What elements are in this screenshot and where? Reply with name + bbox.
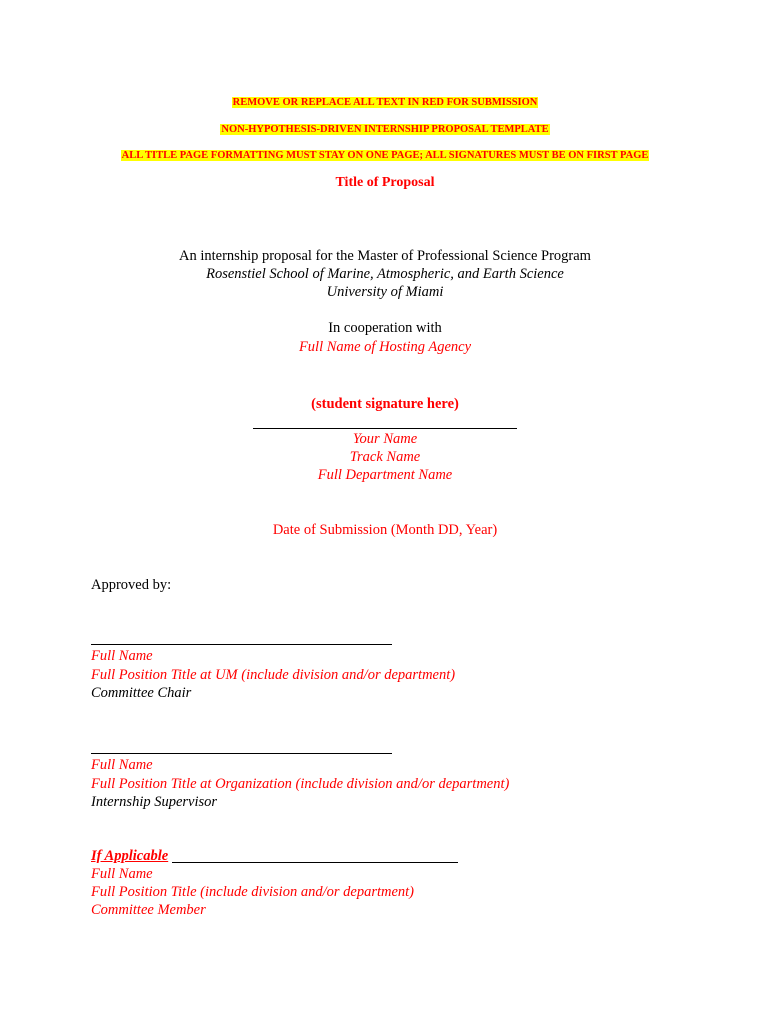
supervisor-name: Full Name bbox=[91, 757, 153, 773]
school-name: Rosenstiel School of Marine, Atmospheric, and Earth Science bbox=[206, 266, 564, 282]
student-signature-line bbox=[253, 428, 517, 429]
banner-line-2 bbox=[0, 119, 770, 137]
member-position: Full Position Title (include division and/or department) bbox=[91, 884, 415, 900]
supervisor-signature-line bbox=[91, 753, 392, 754]
member-role: Committee Member bbox=[91, 902, 206, 918]
member-signature-line bbox=[172, 862, 458, 863]
approved-by-heading: Approved by: bbox=[91, 577, 172, 593]
student-signature-placeholder: (student signature here) bbox=[311, 396, 459, 412]
chair-signature-line bbox=[91, 644, 392, 645]
submission-date: Date of Submission (Month DD, Year) bbox=[272, 522, 498, 538]
member-name: Full Name bbox=[91, 866, 153, 882]
supervisor-role: Internship Supervisor bbox=[91, 794, 218, 810]
banner-remove-notice: REMOVE OR REPLACE ALL TEXT IN RED FOR SUBMISSION bbox=[232, 97, 538, 108]
student-name: Your Name bbox=[352, 431, 418, 447]
banner-line-3 bbox=[0, 145, 770, 163]
banner-formatting-notice: ALL TITLE PAGE FORMATTING MUST STAY ON ONE PAGE; ALL SIGNATURES MUST BE ON FIRST PAGE bbox=[121, 150, 649, 161]
proposal-title: Title of Proposal bbox=[335, 175, 435, 190]
supervisor-position: Full Position Title at Organization (include division and/or department) bbox=[91, 776, 510, 792]
banner-line-1 bbox=[0, 92, 770, 110]
proposal-intro: An internship proposal for the Master of Professional Science Program bbox=[179, 248, 591, 264]
student-track: Track Name bbox=[349, 449, 421, 465]
banner-template-name: NON-HYPOTHESIS-DRIVEN INTERNSHIP PROPOSAL TEMPLATE bbox=[221, 124, 549, 135]
if-applicable-row bbox=[91, 847, 168, 865]
university-name: University of Miami bbox=[326, 284, 444, 300]
hosting-agency: Full Name of Hosting Agency bbox=[298, 339, 472, 355]
chair-name: Full Name bbox=[91, 648, 153, 664]
student-department: Full Department Name bbox=[317, 467, 453, 483]
chair-role: Committee Chair bbox=[91, 685, 192, 701]
cooperation-label: In cooperation with bbox=[328, 320, 442, 336]
if-applicable-label: If Applicable bbox=[91, 848, 169, 864]
chair-position: Full Position Title at UM (include division and/or department) bbox=[91, 667, 456, 683]
